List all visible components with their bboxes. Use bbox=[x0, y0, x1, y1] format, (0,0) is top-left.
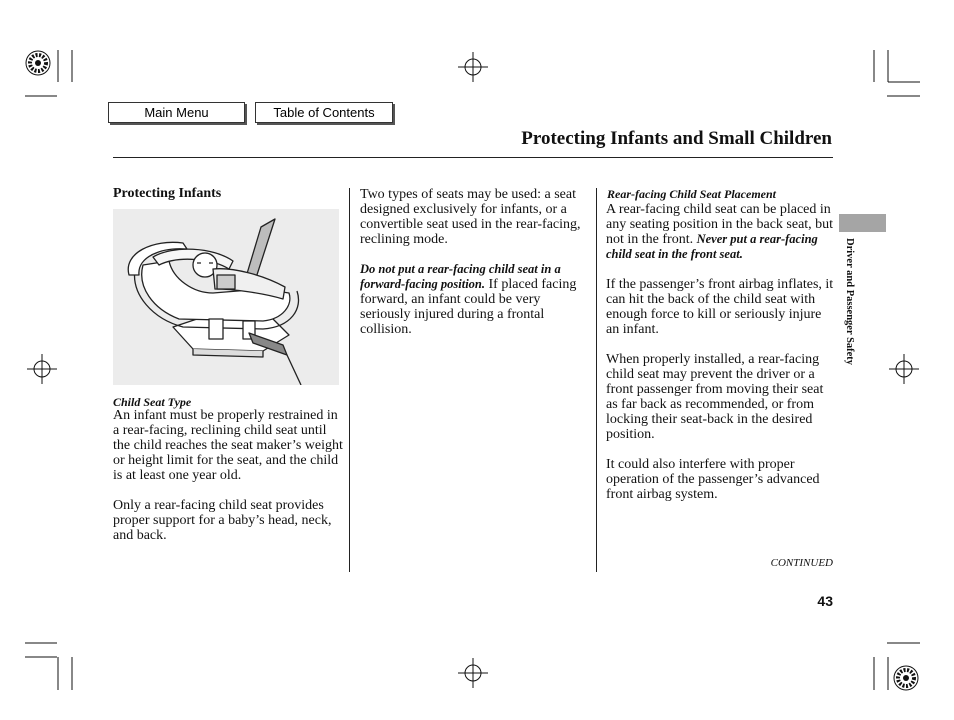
warning-paragraph bbox=[360, 262, 588, 337]
child-seat-figure bbox=[113, 209, 339, 385]
section-tab bbox=[839, 214, 886, 232]
main-menu-button[interactable]: Main Menu bbox=[108, 102, 245, 123]
column-3-text bbox=[606, 202, 834, 502]
title-rule bbox=[113, 157, 833, 158]
page-number: 43 bbox=[817, 593, 833, 609]
paragraph: An infant must be properly restrained in a rear-facing, reclining child seat until the child reaches the seat maker’s weight or height limit for the seat, and the child is at least one year old. bbox=[113, 408, 343, 483]
continued-label: CONTINUED bbox=[770, 557, 833, 569]
paragraph: If the passenger’s front airbag inflates, it can hit the back of the child seat with enough force to kill or seriously injure an infant. bbox=[606, 277, 834, 337]
paragraph: When properly installed, a rear-facing child seat may prevent the driver or a front passenger from moving their seat as far back as recommended, or from locking their seat-back in the desired position. bbox=[606, 352, 824, 442]
warning-text: Never put a rear-facing child seat in the front seat. bbox=[606, 232, 818, 261]
column-2-text bbox=[360, 187, 588, 337]
column-1-text bbox=[113, 408, 343, 543]
placement-text: A rear-facing child seat can be placed in any seating position in the back seat, but not in the front. bbox=[606, 202, 834, 247]
infant-seat-illustration bbox=[113, 209, 339, 385]
section-heading: Protecting Infants bbox=[113, 186, 222, 201]
warning-text: Do not put a rear-facing child seat in a forward-facing position. bbox=[360, 262, 561, 291]
figure-caption: Child Seat Type bbox=[113, 395, 192, 409]
subsection-heading: Rear-facing Child Seat Placement bbox=[607, 187, 776, 201]
table-of-contents-button[interactable]: Table of Contents bbox=[255, 102, 393, 123]
section-side-label: Driver and Passenger Safety bbox=[844, 238, 855, 366]
column-divider bbox=[596, 188, 597, 572]
column-divider bbox=[349, 188, 350, 572]
paragraph: Only a rear-facing child seat provides proper support for a baby’s head, neck, and back. bbox=[113, 498, 332, 543]
warning-explanation: If placed facing forward, an infant could be very seriously injured during a frontal collision. bbox=[360, 277, 577, 337]
paragraph: It could also interfere with proper operation of the passenger’s advanced front airbag system. bbox=[606, 457, 820, 502]
page-title: Protecting Infants and Small Children bbox=[521, 128, 832, 149]
paragraph bbox=[606, 202, 834, 262]
paragraph: Two types of seats may be used: a seat designed exclusively for infants, or a convertible seat used in the rear-facing, reclining mode. bbox=[360, 187, 581, 247]
